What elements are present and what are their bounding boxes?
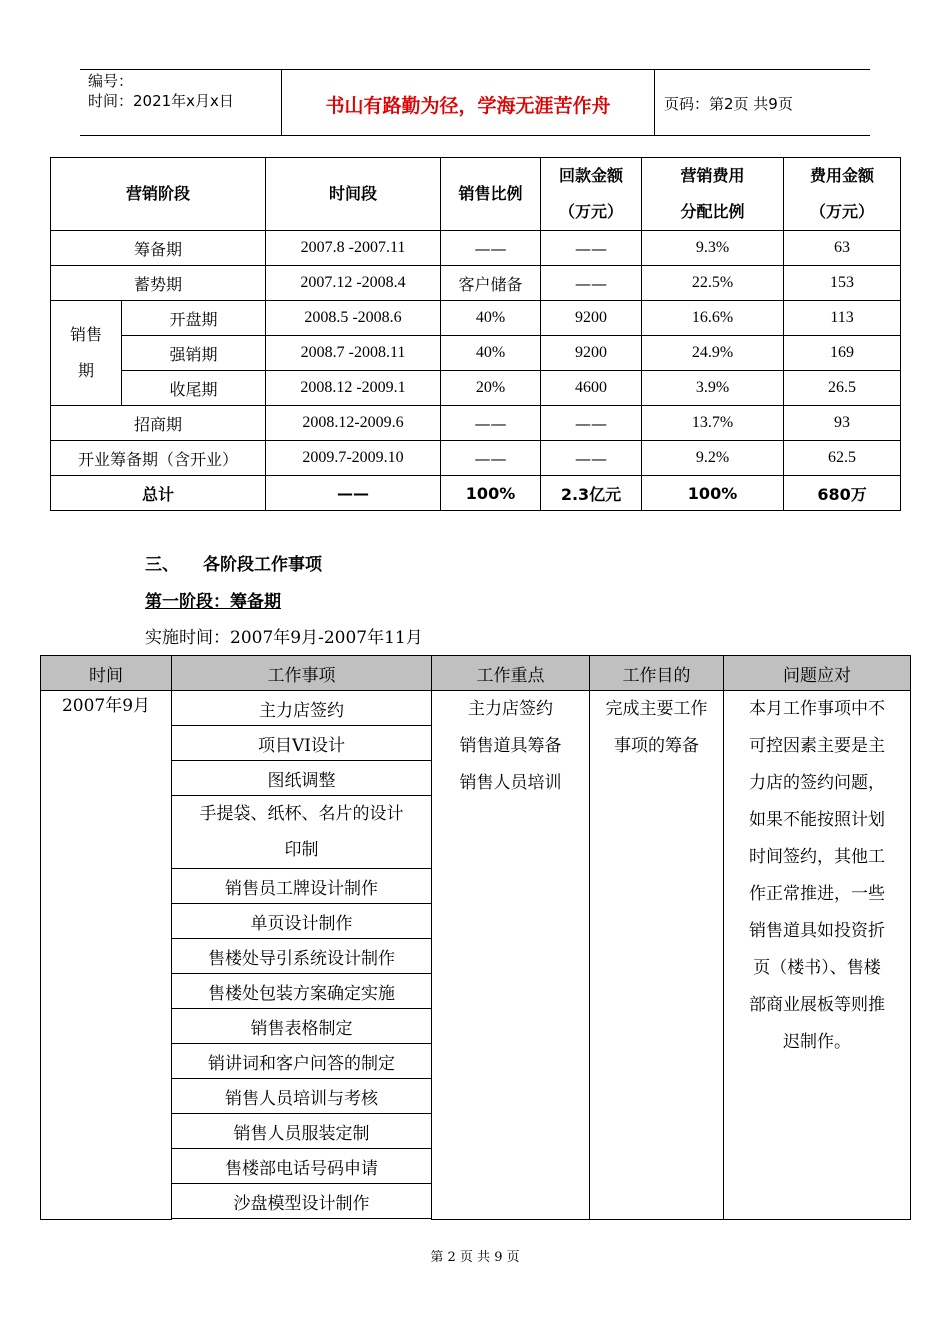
focus-item: 销售道具筹备	[459, 736, 562, 756]
table-row	[51, 336, 901, 371]
header-time-label: 时间：2021年x月x日	[88, 92, 234, 110]
total-ratio-cell: 100%	[441, 476, 541, 511]
amount-cell: ——	[541, 406, 642, 441]
table-row	[51, 441, 901, 476]
response-line: 部商业展板等则推	[749, 995, 885, 1015]
purpose-line: 事项的筹备	[614, 736, 699, 756]
table-row	[51, 301, 901, 336]
amount-cell: ——	[541, 441, 642, 476]
period-cell: 2008.12-2009.6	[266, 406, 441, 441]
work-table	[40, 655, 911, 1220]
cost-cell: 169	[784, 336, 901, 371]
col-cost-alloc-l1: 营销费用	[680, 166, 745, 185]
focus-item: 主力店签约	[468, 699, 553, 719]
response-line: 作正常推进，一些	[749, 884, 885, 904]
month-cell: 2007年9月	[41, 691, 172, 1220]
response-line: 迟制作。	[783, 1032, 851, 1052]
table-row	[51, 231, 901, 266]
task-cell: 售楼处导引系统设计制作	[172, 939, 432, 974]
ratio-cell: 40%	[441, 336, 541, 371]
col-cost-alloc-l2: 分配比例	[680, 202, 745, 221]
task-cell: 单页设计制作	[172, 904, 432, 939]
response-line: 如果不能按照计划	[749, 810, 885, 830]
ratio-cell: ——	[441, 441, 541, 476]
period-cell: 2008.12 -2009.1	[266, 371, 441, 406]
col-stage: 营销阶段	[51, 158, 266, 231]
response-line: 时间签约，其他工	[749, 847, 885, 867]
ratio-cell: ——	[441, 406, 541, 441]
task-cell: 销售人员服装定制	[172, 1114, 432, 1149]
response-line: 页（楼书）、售楼	[753, 958, 881, 978]
work-header-row	[41, 656, 911, 691]
col-payback-l1: 回款金额	[559, 166, 624, 185]
sales-period-l2: 期	[77, 361, 94, 380]
response-line: 力店的签约问题，	[749, 773, 885, 793]
section-heading-num: 三、	[145, 555, 179, 575]
col-focus: 工作重点	[432, 656, 590, 691]
amount-cell: 9200	[541, 301, 642, 336]
col-purpose: 工作目的	[590, 656, 724, 691]
period-cell: 2008.5 -2008.6	[266, 301, 441, 336]
total-amount-cell: 2.3亿元	[541, 476, 642, 511]
stage-cell: 开业筹备期（含开业）	[51, 441, 266, 476]
period-cell: 2007.8 -2007.11	[266, 231, 441, 266]
task-cell: 销售表格制定	[172, 1009, 432, 1044]
alloc-cell: 9.2%	[642, 441, 784, 476]
col-response: 问题应对	[724, 656, 911, 691]
period-cell: 2007.12 -2008.4	[266, 266, 441, 301]
header-number-label: 编号：	[88, 72, 134, 90]
period-cell: 2008.7 -2008.11	[266, 336, 441, 371]
header-divider-right	[654, 69, 655, 136]
response-line: 本月工作事项中不	[749, 699, 885, 719]
amount-cell: 9200	[541, 336, 642, 371]
task-cell: 主力店签约	[172, 691, 432, 726]
col-cost-amount-l2: （万元）	[810, 202, 875, 221]
task-cell: 项目VI设计	[172, 726, 432, 761]
alloc-cell: 24.9%	[642, 336, 784, 371]
total-row	[51, 476, 901, 511]
implementation-time: 实施时间：2007年9月-2007年11月	[145, 628, 423, 648]
sales-period-group	[51, 301, 122, 406]
budget-header-row	[51, 158, 901, 231]
task-cell: 售楼部电话号码申请	[172, 1149, 432, 1184]
total-cost-cell: 680万	[784, 476, 901, 511]
purpose-line: 完成主要工作	[605, 699, 708, 719]
task-cell: 销售人员培训与考核	[172, 1079, 432, 1114]
response-cell	[724, 691, 911, 1220]
col-payback	[541, 158, 642, 231]
ratio-cell: 客户储备	[441, 266, 541, 301]
stage-cell: 开盘期	[122, 301, 266, 336]
page-footer: 第 2 页 共 9 页	[430, 1250, 520, 1265]
alloc-cell: 13.7%	[642, 406, 784, 441]
section-heading: 各阶段工作事项	[203, 555, 322, 575]
alloc-cell: 3.9%	[642, 371, 784, 406]
phase-title: 第一阶段：筹备期	[145, 592, 281, 612]
header-page-label: 页码：第2页 共9页	[664, 95, 793, 113]
table-row	[51, 406, 901, 441]
cost-cell: 26.5	[784, 371, 901, 406]
col-cost-alloc	[642, 158, 784, 231]
table-row	[41, 691, 911, 726]
cost-cell: 62.5	[784, 441, 901, 476]
col-time: 时间	[41, 656, 172, 691]
header-motto: 书山有路勤为径，学海无涯苦作舟	[325, 95, 611, 117]
total-period-cell: ——	[266, 476, 441, 511]
stage-cell: 强销期	[122, 336, 266, 371]
task-cell: 销讲词和客户问答的制定	[172, 1044, 432, 1079]
task-line: 手提袋、纸杯、名片的设计	[199, 804, 404, 824]
task-filler	[172, 1219, 432, 1220]
cost-cell: 113	[784, 301, 901, 336]
amount-cell: 4600	[541, 371, 642, 406]
task-cell: 售楼处包装方案确定实施	[172, 974, 432, 1009]
total-stage-cell: 总计	[51, 476, 266, 511]
task-cell: 沙盘模型设计制作	[172, 1184, 432, 1219]
alloc-cell: 22.5%	[642, 266, 784, 301]
col-cost-amount	[784, 158, 901, 231]
col-payback-l2: （万元）	[559, 202, 624, 221]
cost-cell: 93	[784, 406, 901, 441]
col-task: 工作事项	[172, 656, 432, 691]
task-cell	[172, 796, 432, 869]
ratio-cell: 20%	[441, 371, 541, 406]
period-cell: 2009.7-2009.10	[266, 441, 441, 476]
ratio-cell: ——	[441, 231, 541, 266]
task-cell: 销售员工牌设计制作	[172, 869, 432, 904]
task-cell: 图纸调整	[172, 761, 432, 796]
table-row	[51, 266, 901, 301]
response-line: 可控因素主要是主	[749, 736, 885, 756]
alloc-cell: 9.3%	[642, 231, 784, 266]
focus-cell	[432, 691, 590, 1220]
total-alloc-cell: 100%	[642, 476, 784, 511]
sales-period-l1: 销售	[69, 325, 102, 344]
task-line: 印制	[284, 840, 319, 860]
alloc-cell: 16.6%	[642, 301, 784, 336]
stage-cell: 筹备期	[51, 231, 266, 266]
stage-cell: 蓄势期	[51, 266, 266, 301]
amount-cell: ——	[541, 231, 642, 266]
ratio-cell: 40%	[441, 301, 541, 336]
col-period: 时间段	[266, 158, 441, 231]
focus-item: 销售人员培训	[459, 773, 562, 793]
budget-table	[50, 157, 901, 511]
response-line: 销售道具如投资折	[749, 921, 885, 941]
stage-cell: 招商期	[51, 406, 266, 441]
amount-cell: ——	[541, 266, 642, 301]
stage-cell: 收尾期	[122, 371, 266, 406]
header-top-rule	[80, 69, 870, 70]
cost-cell: 153	[784, 266, 901, 301]
header-bottom-rule	[80, 135, 870, 136]
table-row	[51, 371, 901, 406]
col-sales-ratio: 销售比例	[441, 158, 541, 231]
col-cost-amount-l1: 费用金额	[810, 166, 875, 185]
cost-cell: 63	[784, 231, 901, 266]
purpose-cell	[590, 691, 724, 1220]
